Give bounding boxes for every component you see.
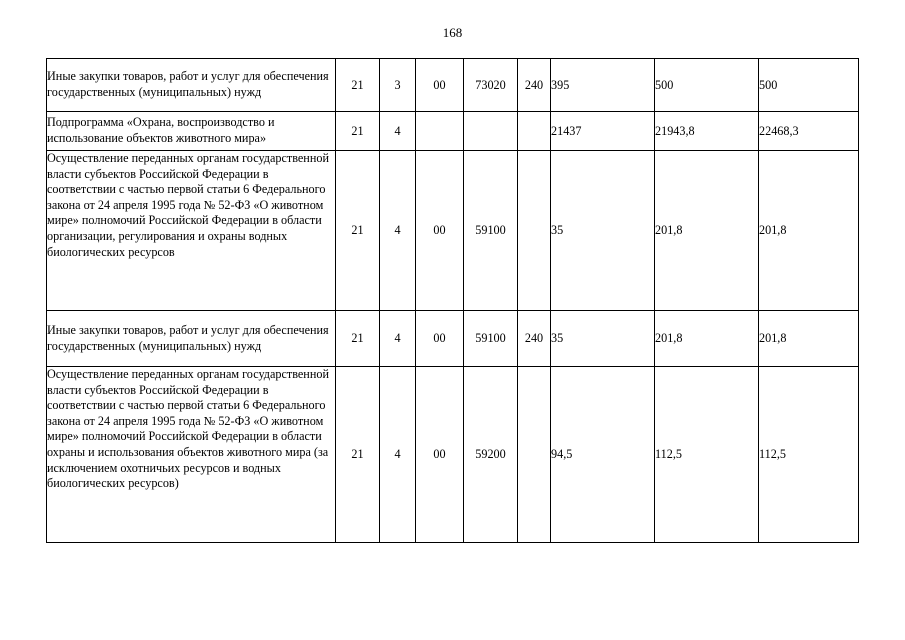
cell-subprogram-code: 3: [380, 59, 416, 112]
row-name: Осуществление переданных органам государственной власти субъектов Российской Федерации в соответствии с частью первой статьи 6 Федерального закона от 24 апреля 1995 года № 52-ФЗ «О животном мире» полномочий Российской Федерации в области охраны и использования объектов животного мира (за исключением охотничьих ресурсов и водных биологических ресурсов): [47, 367, 336, 543]
table-row: [47, 59, 859, 112]
cell-type-code: 240: [518, 311, 551, 367]
cell-ministry-code: 21: [336, 151, 380, 311]
cell-ministry-code: 21: [336, 311, 380, 367]
cell-ministry-code: 21: [336, 367, 380, 543]
cell-amount-year1: 35: [551, 311, 655, 367]
cell-direction-code: 00: [416, 151, 464, 311]
cell-direction-code: 00: [416, 59, 464, 112]
cell-amount-year3: 201,8: [759, 311, 859, 367]
cell-amount-year2: 500: [655, 59, 759, 112]
table-row: [47, 112, 859, 151]
table-row: [47, 311, 859, 367]
cell-amount-year3: 112,5: [759, 367, 859, 543]
cell-amount-year3: 201,8: [759, 151, 859, 311]
cell-amount-year2: 201,8: [655, 151, 759, 311]
cell-amount-year2: 21943,8: [655, 112, 759, 151]
cell-subprogram-code: 4: [380, 112, 416, 151]
cell-subprogram-code: 4: [380, 367, 416, 543]
cell-direction-code: 00: [416, 367, 464, 543]
cell-direction-code: 00: [416, 311, 464, 367]
cell-amount-year2: 112,5: [655, 367, 759, 543]
cell-expense-code: 73020: [464, 59, 518, 112]
cell-expense-code: 59100: [464, 311, 518, 367]
cell-ministry-code: 21: [336, 112, 380, 151]
row-name: Подпрограмма «Охрана, воспроизводство и использование объектов животного мира»: [47, 112, 336, 151]
cell-amount-year1: 21437: [551, 112, 655, 151]
cell-amount-year1: 94,5: [551, 367, 655, 543]
cell-expense-code: 59200: [464, 367, 518, 543]
cell-type-code: 240: [518, 59, 551, 112]
cell-expense-code: [464, 112, 518, 151]
cell-type-code: [518, 367, 551, 543]
cell-ministry-code: 21: [336, 59, 380, 112]
cell-expense-code: 59100: [464, 151, 518, 311]
table-row: [47, 151, 859, 311]
budget-table: [46, 58, 859, 543]
cell-subprogram-code: 4: [380, 311, 416, 367]
row-name: Иные закупки товаров, работ и услуг для обеспечения государственных (муниципальных) нужд: [47, 59, 336, 112]
row-name: Иные закупки товаров, работ и услуг для обеспечения государственных (муниципальных) нужд: [47, 311, 336, 367]
cell-amount-year2: 201,8: [655, 311, 759, 367]
cell-type-code: [518, 151, 551, 311]
cell-type-code: [518, 112, 551, 151]
page-number: 168: [442, 25, 463, 40]
cell-subprogram-code: 4: [380, 151, 416, 311]
cell-amount-year3: 500: [759, 59, 859, 112]
cell-direction-code: [416, 112, 464, 151]
row-name: Осуществление переданных органам государственной власти субъектов Российской Федерации в соответствии с частью первой статьи 6 Федерального закона от 24 апреля 1995 года № 52-ФЗ «О животном мире» полномочий Российской Федерации в области организации, регулирования и охраны водных биологических ресурсов: [47, 151, 336, 311]
cell-amount-year1: 395: [551, 59, 655, 112]
table-row: [47, 367, 859, 543]
cell-amount-year3: 22468,3: [759, 112, 859, 151]
cell-amount-year1: 35: [551, 151, 655, 311]
